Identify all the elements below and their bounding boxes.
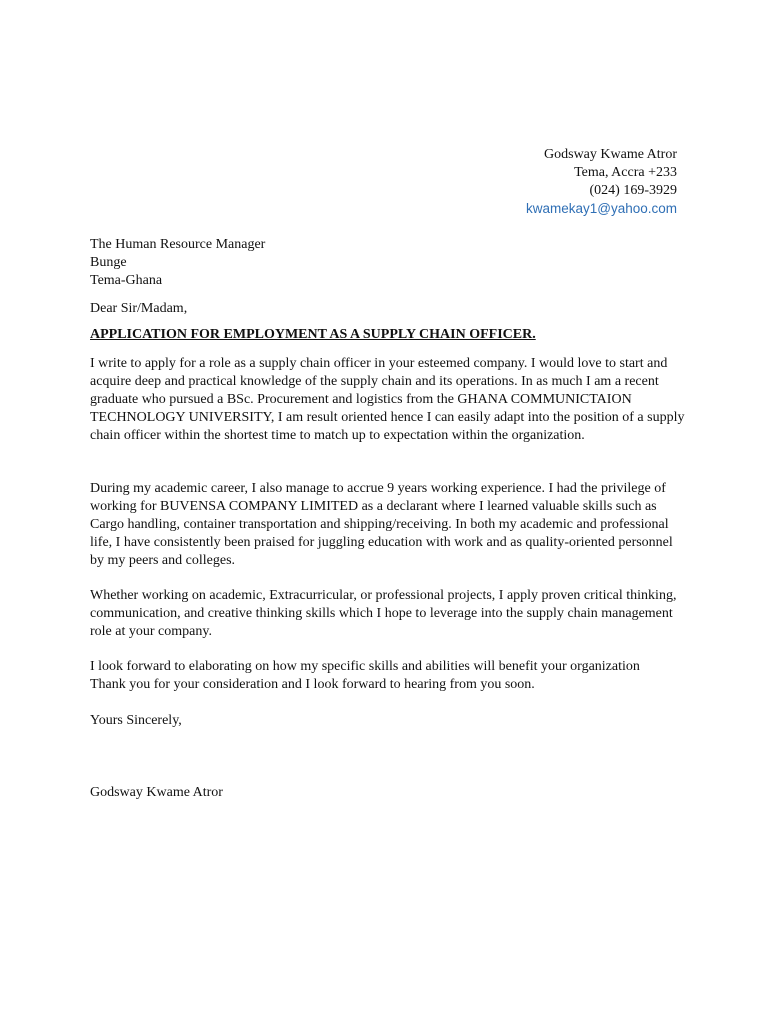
sender-phone: (024) 169-3929 [589,183,677,198]
paragraph-closing [90,658,690,694]
recipient-location: Tema-Ghana [90,273,163,288]
subject-line: APPLICATION FOR EMPLOYMENT AS A SUPPLY CHAIN OFFICER. [90,327,536,342]
paragraph-experience: During my academic career, I also manage to accrue 9 years working experience. I had the privilege of working for BUVENSA COMPANY LIMITED as a declarant where I learned valuable skills such as Cargo handling, container transportation and shipping/receiving. In both my academic and professional life, I have consistently been praised for juggling education with work and as quality-oriented personnel by my peers and colleges. [90,481,673,568]
sender-name: Godsway Kwame Atror [544,147,677,162]
sender-address: Tema, Accra +233 [574,165,677,180]
paragraph-skills: Whether working on academic, Extracurricular, or professional projects, I apply proven critical thinking, communication, and creative thinking skills which I hope to leverage into the supply chain management role at your company. [90,588,677,639]
sender-block [526,146,677,218]
recipient-title: The Human Resource Manager [90,237,266,252]
salutation: Dear Sir/Madam, [90,301,188,316]
signature-name: Godsway Kwame Atror [90,785,223,800]
paragraph-intro: I write to apply for a role as a supply chain officer in your esteemed company. I would love to start and acquire deep and practical knowledge of the supply chain and its operations. In as much I am a recent graduate who pursued a BSc. Procurement and logistics from the GHANA COMMUNICTAION TECHNOLOGY UNIVERSITY, I am result oriented hence I can easily adapt into the position of a supply chain officer within the shortest time to match up to expectation within the organization. [90,356,685,443]
closing-line-2: Thank you for your consideration and I look forward to hearing from you soon. [90,677,535,692]
valediction: Yours Sincerely, [90,713,182,728]
recipient-company: Bunge [90,255,127,270]
closing-line-1: I look forward to elaborating on how my specific skills and abilities will benefit your organization [90,659,640,674]
sender-email-link[interactable]: kwamekay1@yahoo.com [525,201,677,216]
recipient-block [90,236,690,290]
